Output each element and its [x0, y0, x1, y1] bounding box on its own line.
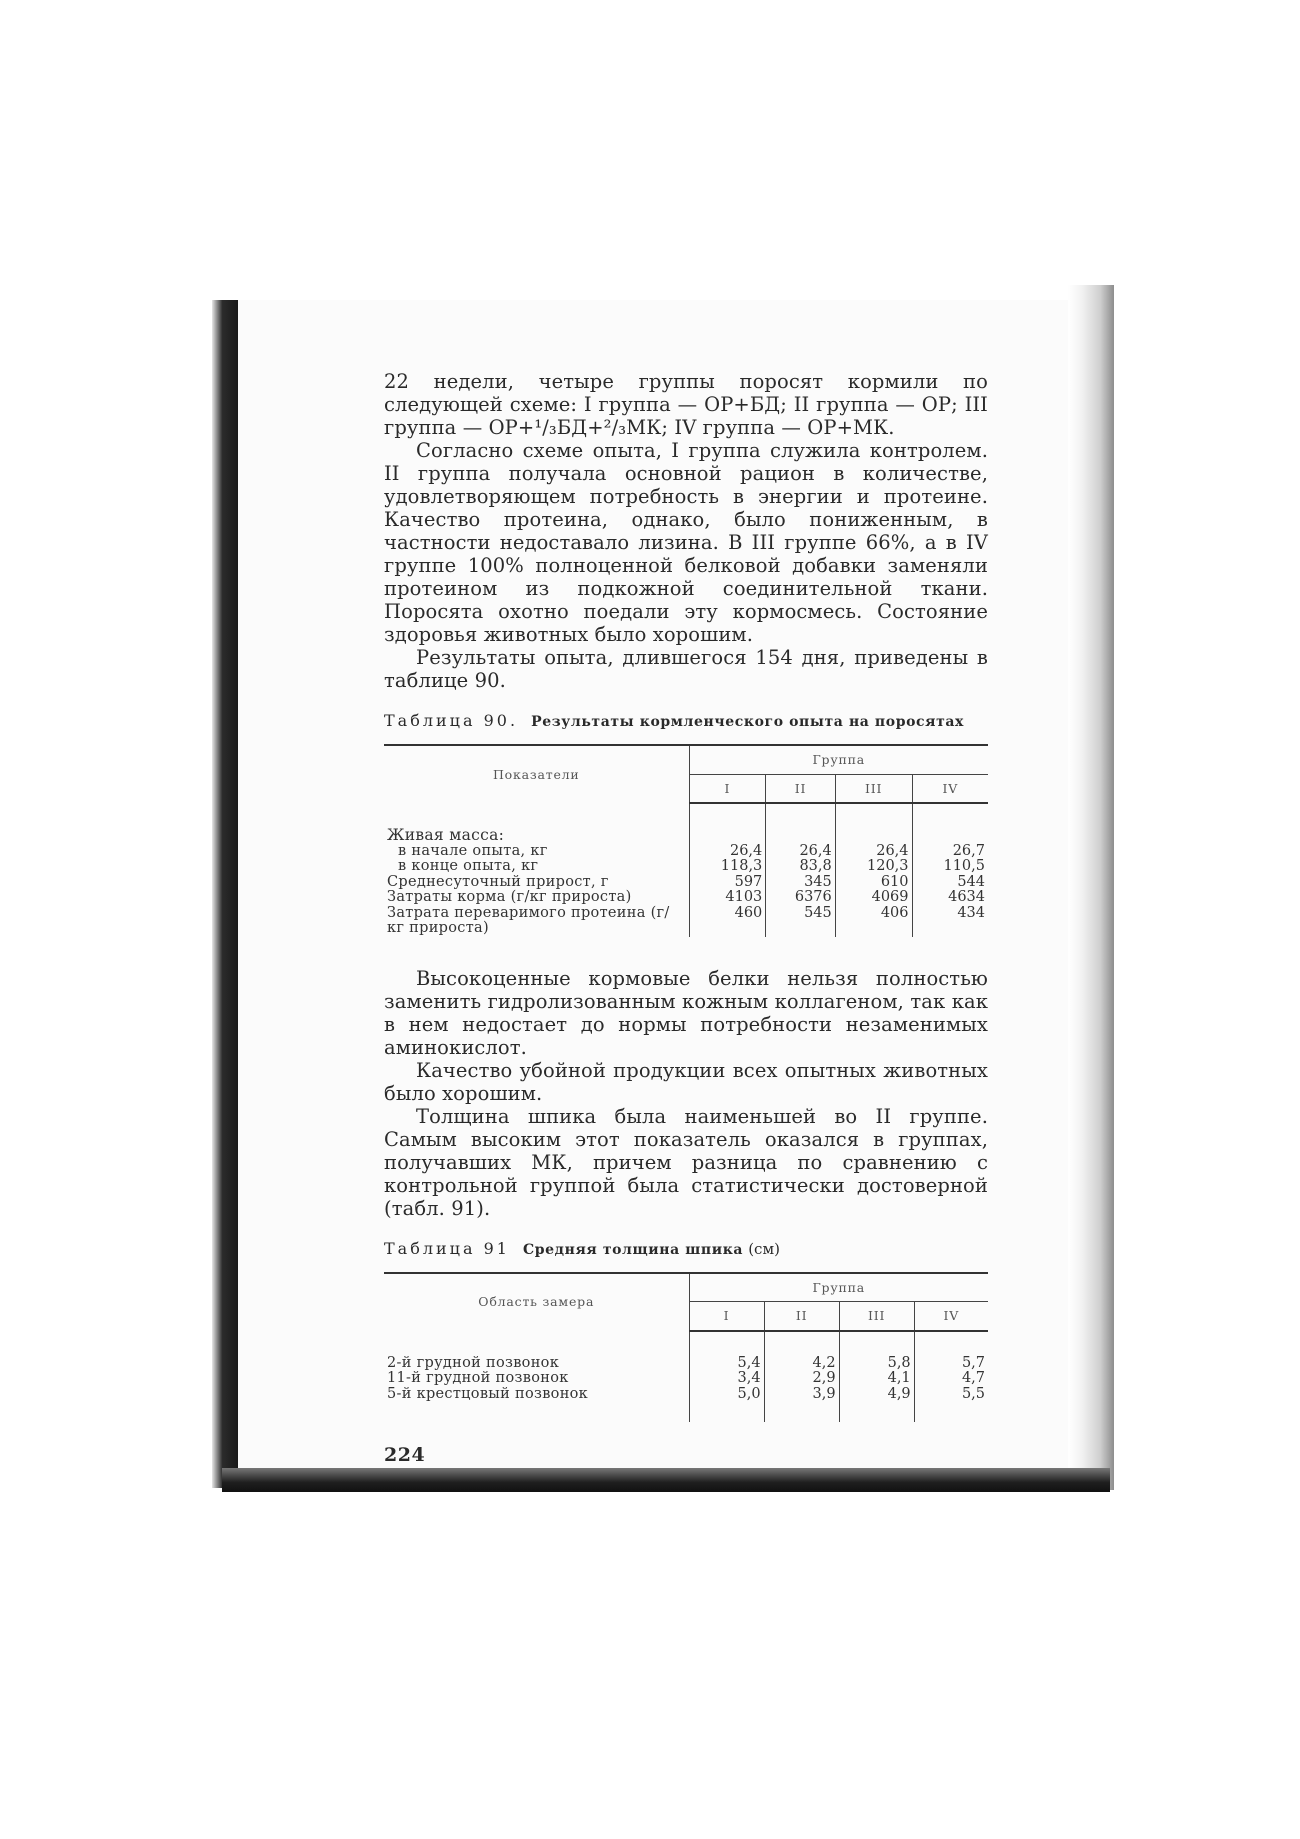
cell-value: 4,2: [764, 1356, 839, 1372]
cell-value: 3,9: [764, 1387, 839, 1403]
table-91-group-ii: II: [764, 1302, 839, 1331]
cell-value: 5,0: [689, 1387, 764, 1403]
cell-value: 5,4: [689, 1356, 764, 1372]
paragraph: Толщина шпика была наименьшей во II группе. Самым высоким этот показатель оказался в группах, получавших МК, причем разница по сравнению с контрольной группой была статистически достоверной (табл. 91).: [384, 1104, 988, 1220]
cell-value: [689, 828, 766, 844]
paragraph: 22 недели, четыре группы поросят кормили по следующей схеме: I группа — ОР+БД; II группа — ОР; III группа — ОР+¹/₃БД+²/₃МК; IV группа — ОР+МК.: [384, 370, 988, 439]
table-91-group-i: I: [689, 1302, 764, 1331]
cell-value: 434: [912, 906, 988, 937]
table-row: [384, 906, 988, 937]
cell-value: 4,7: [914, 1371, 988, 1387]
table-row: [384, 859, 988, 875]
cell-value: 4069: [835, 890, 912, 906]
cell-value: 5,5: [914, 1387, 988, 1403]
cell-value: 3,4: [689, 1371, 764, 1387]
cell-value: 6376: [766, 890, 835, 906]
table-90-group-iv: IV: [912, 774, 988, 803]
table-91-group-iv: IV: [914, 1302, 988, 1331]
table-row: [384, 1371, 988, 1387]
table-90-group-ii: II: [766, 774, 835, 803]
cell-value: 4634: [912, 890, 988, 906]
row-label: в конце опыта, кг: [398, 858, 539, 874]
row-label: Живая масса:: [387, 826, 505, 844]
cell-value: 118,3: [689, 859, 766, 875]
paragraph: Качество убойной продукции всех опытных животных было хорошим.: [384, 1058, 988, 1105]
table-row: [384, 875, 988, 891]
row-label: 5-й крестцовый позвонок: [387, 1385, 589, 1402]
cell-value: [766, 828, 835, 844]
table-90-label: Таблица 90.: [384, 711, 519, 730]
page-content: [384, 370, 988, 1466]
table-91-group-header: Группа: [689, 1273, 988, 1302]
cell-value: 120,3: [835, 859, 912, 875]
cell-value: 2,9: [764, 1371, 839, 1387]
row-label: Среднесуточный прирост, г: [387, 873, 609, 890]
row-label: 2-й грудной позвонок: [387, 1354, 560, 1371]
cell-value: 4,9: [839, 1387, 914, 1403]
cell-value: 610: [835, 875, 912, 891]
cell-value: 26,4: [835, 844, 912, 860]
paragraph: Результаты опыта, длившегося 154 дня, приведены в таблице 90.: [384, 646, 988, 692]
page-number: 224: [384, 1444, 426, 1466]
scan-edge-bottom: [222, 1468, 1110, 1492]
table-91-unit: (см): [748, 1239, 780, 1258]
cell-value: 26,7: [912, 844, 988, 860]
cell-value: 26,4: [766, 844, 835, 860]
cell-value: [912, 828, 988, 844]
cell-value: 4103: [689, 890, 766, 906]
cell-value: 345: [766, 875, 835, 891]
table-row: [384, 1387, 988, 1403]
table-row: [384, 828, 988, 844]
cell-value: 597: [689, 875, 766, 891]
cell-value: 26,4: [689, 844, 766, 860]
row-label: в начале опыта, кг: [398, 842, 548, 859]
table-90-col-header: Показатели: [384, 745, 689, 803]
table-91-group-iii: III: [839, 1302, 914, 1331]
table-90-group-i: I: [689, 774, 766, 803]
table-91: [384, 1272, 988, 1423]
cell-value: 406: [835, 906, 912, 937]
row-label: Затраты корма (г/кг прироста): [387, 889, 632, 905]
table-row: [384, 890, 988, 906]
table-90-title: Результаты кормленческого опыта на поросятах: [531, 714, 965, 730]
cell-value: 460: [689, 906, 766, 937]
cell-value: 110,5: [912, 859, 988, 875]
table-row: [384, 1356, 988, 1372]
cell-value: [835, 828, 912, 844]
table-90: [384, 744, 988, 937]
table-91-title: Средняя толщина шпика: [523, 1241, 744, 1258]
cell-value: 4,1: [839, 1371, 914, 1387]
cell-value: 5,7: [914, 1356, 988, 1372]
cell-value: 544: [912, 875, 988, 891]
table-90-group-iii: III: [835, 774, 912, 803]
paragraph: Высокоценные кормовые белки нельзя полностью заменить гидролизованным кожным коллагеном, так как в нем недостает до нормы потребности незаменимых аминокислот.: [384, 966, 988, 1059]
table-row: [384, 844, 988, 860]
table-91-caption: [384, 1239, 988, 1260]
row-label: Затрата переваримого протеина (г/кг прироста): [387, 904, 670, 936]
paragraph: Согласно схеме опыта, I группа служила контролем. II группа получала основной рацион в количестве, удовлетворяющем потребность в энергии и протеине. Качество протеина, однако, было пониженным, в частности недоставало лизина. В III группе 66%, а в IV группе 100% полноценной белковой добавки заменяли протеином из подкожной соединительной ткани. Поросята охотно поедали эту кормосмесь. Состояние здоровья животных было хорошим.: [384, 439, 988, 646]
book-page: [238, 300, 1068, 1468]
cell-value: 545: [766, 906, 835, 937]
scan-edge-right: [1068, 285, 1114, 1490]
row-label: 11-й грудной позвонок: [387, 1370, 569, 1386]
table-91-label: Таблица 91: [384, 1238, 510, 1258]
table-90-caption: [384, 711, 988, 732]
table-90-group-header: Группа: [689, 745, 988, 774]
scan-edge-left: [212, 300, 238, 1488]
cell-value: 83,8: [766, 859, 835, 875]
cell-value: 5,8: [839, 1356, 914, 1372]
table-91-col-header: Область замера: [384, 1273, 689, 1331]
